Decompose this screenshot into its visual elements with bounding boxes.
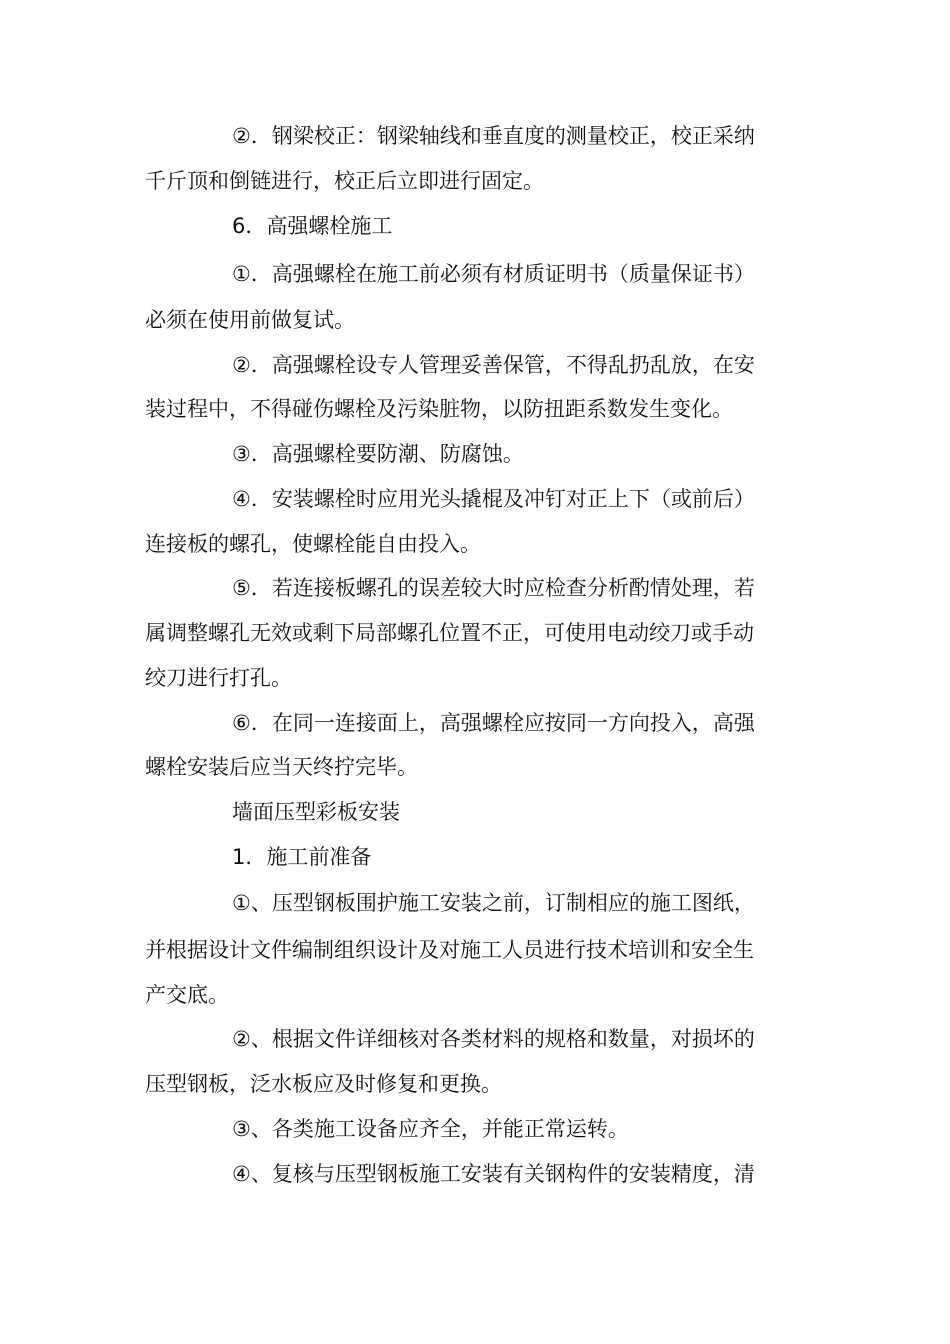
text-line: ④．安装螺栓时应用光头撬棍及冲钉对正上下（或前后） (232, 487, 755, 511)
text-line: ⑥．在同一连接面上，高强螺栓应按同一方向投入，高强 (232, 711, 755, 735)
text-line: 产交底。 (145, 983, 229, 1007)
text-line: 螺栓安装后应当天终拧完毕。 (145, 755, 418, 779)
text-line: ⑤．若连接板螺孔的误差较大时应检查分析酌情处理，若 (232, 576, 755, 600)
text-line: ②、根据文件详细核对各类材料的规格和数量，对损坏的 (232, 1027, 755, 1051)
text-line: ②．钢梁校正：钢梁轴线和垂直度的测量校正，校正采纳 (232, 124, 755, 148)
text-line: ②．高强螺栓设专人管理妥善保管，不得乱扔乱放，在安 (232, 353, 755, 377)
text-line: ①、压型钢板围护施工安装之前，订制相应的施工图纸， (232, 891, 755, 915)
section-heading: 6．高强螺栓施工 (232, 214, 393, 238)
text-line: 并根据设计文件编制组织设计及对施工人员进行技术培训和安全生 (145, 938, 754, 962)
text-line: ③、各类施工设备应齐全，并能正常运转。 (232, 1117, 629, 1141)
text-line: 属调整螺孔无效或剩下局部螺孔位置不正，可使用电动绞刀或手动 (145, 621, 754, 645)
text-line: 压型钢板，泛水板应及时修复和更换。 (145, 1072, 502, 1096)
section-heading: 1．施工前准备 (232, 845, 372, 869)
section-heading: 墙面压型彩板安装 (232, 800, 400, 824)
text-line: ①．高强螺栓在施工前必须有材质证明书（质量保证书） (232, 262, 755, 286)
text-line: 千斤顶和倒链进行，校正后立即进行固定。 (145, 169, 544, 193)
text-line: ③．高强螺栓要防潮、防腐蚀。 (232, 442, 524, 466)
text-line: 绞刀进行打孔。 (145, 666, 292, 690)
text-line: ④、复核与压型钢板施工安装有关钢构件的安装精度，清 (232, 1162, 755, 1186)
text-line: 必须在使用前做复试。 (145, 308, 355, 332)
text-line: 连接板的螺孔，使螺栓能自由投入。 (145, 532, 481, 556)
text-line: 装过程中，不得碰伤螺栓及污染脏物，以防扭距系数发生变化。 (145, 397, 733, 421)
